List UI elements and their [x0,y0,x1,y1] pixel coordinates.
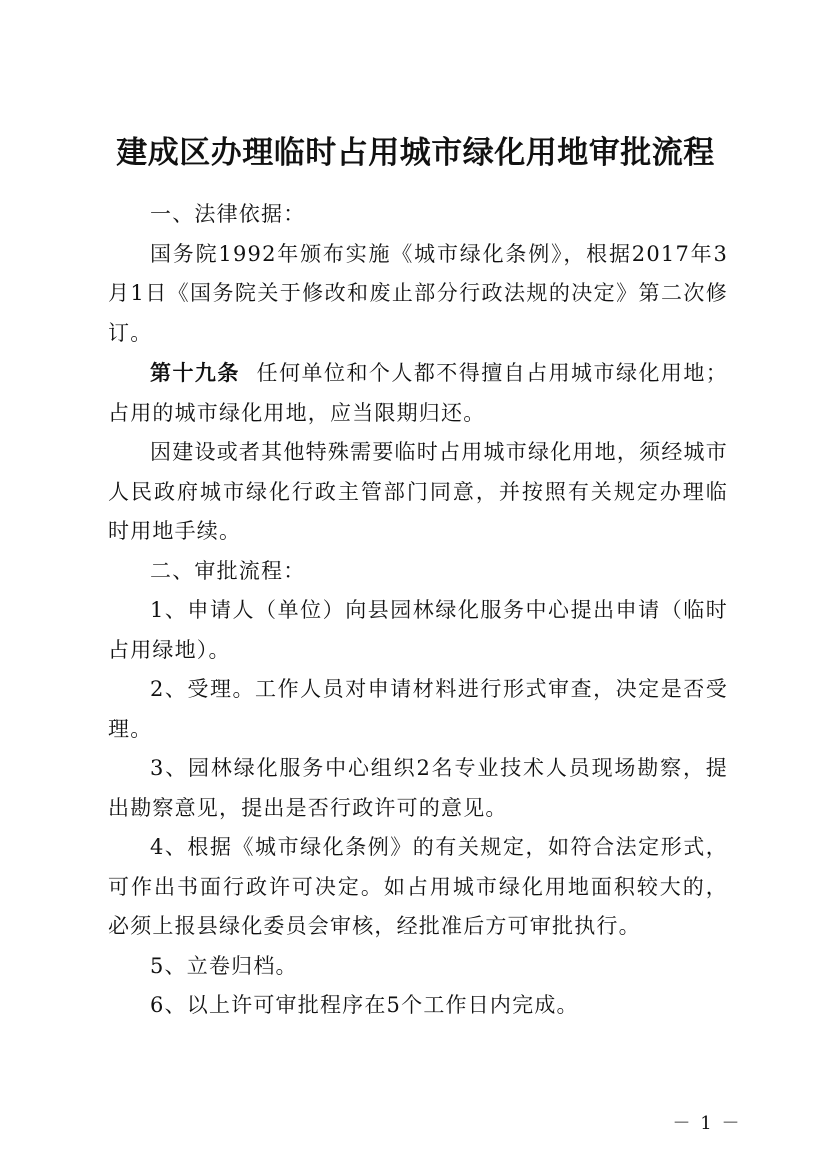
process-step-2: 2、受理。工作人员对申请材料进行形式审查，决定是否受理。 [108,677,728,741]
article-continuation: 因建设或者其他特殊需要临时占用城市绿化用地，须经城市人民政府城市绿化行政主管部门同意，并按照有关规定办理临时用地手续。 [108,440,728,543]
article-text: 任何单位和个人都不得擅自占用城市绿化用地；占用的城市绿化用地，应当限期归还。 [108,361,728,425]
document-body [108,195,728,1026]
page-title: 建成区办理临时占用城市绿化用地审批流程 [116,134,715,171]
section-heading-approval-process: 二、审批流程： [150,558,306,583]
legal-basis-paragraph: 国务院1992年颁布实施《城市绿化条例》，根据2017年3月1日《国务院关于修改和废止部分行政法规的决定》第二次修订。 [108,241,728,345]
section-heading-legal-basis: 一、法律依据： [150,202,306,226]
process-step-1: 1、申请人（单位）向县园林绿化服务中心提出申请（临时占用绿地）。 [108,598,728,662]
article-nineteen [108,353,728,433]
process-step-5: 5、立卷归档。 [150,953,298,978]
process-step-6: 6、以上许可审批程序在5个工作日内完成。 [150,993,579,1017]
process-step-4: 4、根据《城市绿化条例》的有关规定，如符合法定形式，可作出书面行政许可决定。如占用城市绿化用地面积较大的，必须上报县绿化委员会审核，经批准后方可审批执行。 [108,835,728,938]
article-label: 第十九条 [150,360,240,385]
page-number: － 1 － [672,1113,742,1134]
process-step-3: 3、园林绿化服务中心组织2名专业技术人员现场勘察，提出勘察意见，提出是否行政许可的意见。 [108,756,728,820]
